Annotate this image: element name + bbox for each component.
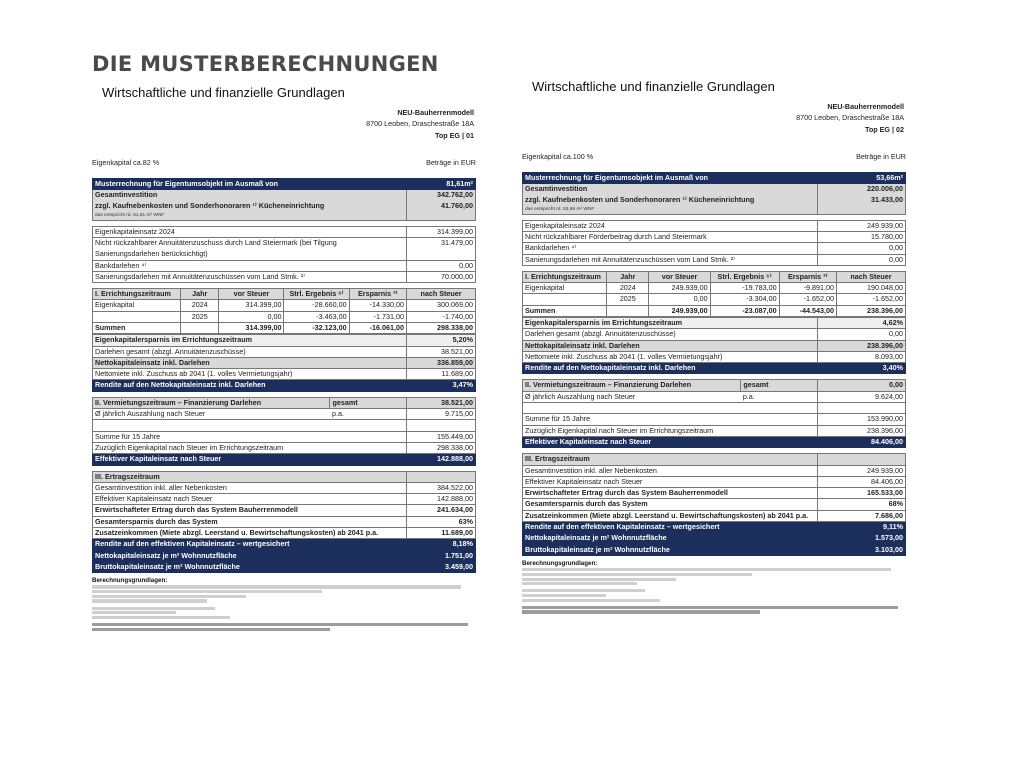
cell: 238.396,00	[837, 305, 906, 316]
value: 155.449,00	[407, 431, 476, 442]
row-gesamtinvestition-inkl	[93, 482, 476, 493]
cell: 0,00	[649, 294, 710, 305]
value: 298.338,00	[407, 442, 476, 453]
row-zuschuss-cont	[93, 249, 476, 260]
value: 241.634,00	[407, 505, 476, 516]
label: Effektiver Kapitaleinsatz nach Steuer	[93, 494, 407, 505]
footnote-line	[92, 590, 322, 593]
property-address-block	[92, 107, 474, 142]
label: Ø jährlich Auszahlung nach Steuer	[523, 391, 741, 402]
row-sanierungsdarlehen	[93, 271, 476, 282]
row-sanierungsdarlehen	[523, 254, 906, 265]
value: 165.533,00	[817, 488, 905, 499]
value: 238.396,00	[817, 340, 905, 351]
value: 1.751,00	[407, 550, 476, 561]
footnote-line	[522, 594, 606, 597]
page-title: DIE MUSTERBERECHNUNGEN	[92, 52, 439, 76]
label: Eigenkapitaleinsatz 2024	[523, 220, 818, 231]
label: Rendite auf den effektiven Kapitaleinsatz – wertgesichert	[523, 522, 818, 533]
label: Nettomiete inkl. Zuschuss ab 2041 (1. volles Vermietungsjahr)	[523, 351, 818, 362]
label: Nicht rückzahlbarer Annuitätenzuschuss durch Land Steiermark (bei Tilgung	[93, 237, 407, 248]
value: 8,18%	[407, 539, 476, 550]
row-ertrag	[93, 505, 476, 516]
footnote-line	[92, 599, 207, 602]
footnote-line	[522, 606, 898, 609]
row-eff-kapital	[93, 494, 476, 505]
label: Zusatzeinkommen (Miete abzgl. Leerstand u. Bewirtschaftungskosten) ab 2041 p.a.	[523, 510, 818, 521]
construction-header	[93, 289, 476, 300]
row-zuschuss	[523, 231, 906, 242]
cell: -19.783,00	[710, 283, 779, 294]
cell: -14.330,00	[349, 300, 406, 311]
row-zuschuss	[93, 237, 476, 248]
label: Ø jährlich Auszahlung nach Steuer	[93, 409, 330, 420]
table-row	[93, 311, 476, 322]
footnotes	[522, 561, 906, 614]
label: Erwirtschafteter Ertrag durch das System Bauherrenmodell	[523, 488, 818, 499]
row-gesamtinvestition	[523, 184, 906, 195]
label: Rendite auf den effektiven Kapitaleinsatz – wertgesichert	[93, 539, 407, 550]
value: 84.406,00	[817, 476, 905, 487]
summary-table	[522, 317, 906, 374]
row-nettomiete	[523, 351, 906, 362]
construction-period-table	[522, 271, 906, 317]
row-kaufnebenkosten	[523, 195, 906, 206]
footnote-line	[92, 585, 461, 588]
value: 314.399,00	[407, 226, 476, 237]
row-rendite	[523, 363, 906, 374]
header-label: Musterrechnung für Eigentumsobjekt im Ausmaß von	[93, 178, 407, 189]
footnote-line	[92, 595, 246, 598]
equity-table	[92, 226, 476, 283]
value: 220.006,00	[817, 184, 905, 195]
yield-period-table	[92, 471, 476, 574]
label: Sanierungsdarlehen mit Annuitätenzuschüssen vom Land Stmk. ²⁾	[93, 271, 407, 282]
label: II. Vermietungszeitraum – Finanzierung Darlehen	[523, 380, 741, 391]
cell: -23.087,00	[710, 305, 779, 316]
spacer-row	[523, 403, 906, 414]
cell: -1.652,00	[779, 294, 836, 305]
value: 38.521,00	[407, 346, 476, 357]
model-name: NEU-Bauherrenmodell	[397, 107, 474, 117]
row-effektiv	[93, 454, 476, 465]
cell: Summen	[523, 305, 607, 316]
col-header: nach Steuer	[407, 289, 476, 300]
row-ertrag	[523, 488, 906, 499]
row-note	[523, 206, 906, 214]
col-header: Ersparnis ³⁾	[779, 271, 836, 282]
header-row	[523, 172, 906, 183]
value: 3,40%	[817, 363, 905, 374]
label: Rendite auf den Nettokapitaleinsatz inkl. Darlehen	[523, 363, 818, 374]
row-nettokapital	[93, 357, 476, 368]
sub-label: p.a.	[741, 391, 818, 402]
label: Nettokapitaleinsatz je m² Wohnnutzfläche	[523, 533, 818, 544]
currency-note: Beträge in EUR	[856, 152, 906, 162]
value: 4,62%	[817, 318, 905, 329]
sub-label: p.a.	[330, 409, 407, 420]
label: Eigenkapitalersparnis im Errichtungszeitraum	[93, 335, 407, 346]
cell: 314.399,00	[219, 300, 284, 311]
calculation-sheet-top-02	[522, 80, 906, 615]
value: 9,11%	[817, 522, 905, 533]
spacer-row	[93, 420, 476, 431]
yield-header	[523, 454, 906, 465]
cell: -44.543,00	[779, 305, 836, 316]
label: Bruttokapitaleinsatz je m² Wohnnutzfläche	[523, 544, 818, 555]
label: Nettomiete inkl. Zuschuss ab 2041 (1. volles Vermietungsjahr)	[93, 369, 407, 380]
label: Bruttokapitaleinsatz je m² Wohnnutzfläche	[93, 561, 407, 572]
label: III. Ertragszeitraum	[93, 471, 407, 482]
cell	[607, 305, 649, 316]
note: das entspricht rd. 81,61 m² WNF	[93, 212, 407, 220]
cell	[523, 294, 607, 305]
label: II. Vermietungszeitraum – Finanzierung Darlehen	[93, 397, 330, 408]
row-netto-m2	[523, 533, 906, 544]
footnotes	[92, 578, 476, 631]
col-header: Ersparnis ³⁾	[349, 289, 406, 300]
col-header: vor Steuer	[649, 271, 710, 282]
rental-header	[523, 380, 906, 391]
yield-period-table	[522, 453, 906, 556]
value: 0,00	[817, 243, 905, 254]
row-netto-m2	[93, 550, 476, 561]
label: Gesamtinvestition	[523, 184, 818, 195]
row-rendite-effektiv	[93, 539, 476, 550]
value: 11.689,00	[407, 369, 476, 380]
label: Bankdarlehen ⁴⁾	[93, 260, 407, 271]
label: Sanierungsdarlehen berücksichtigt)	[93, 249, 407, 260]
cell: Eigenkapital	[93, 300, 181, 311]
label: Eigenkapitaleinsatz 2024	[93, 226, 407, 237]
label: Erwirtschafteter Ertrag durch das System Bauherrenmodell	[93, 505, 407, 516]
footnotes-heading: Berechnungsgrundlagen:	[92, 577, 168, 585]
cell: 249.939,00	[649, 305, 710, 316]
value: 1.573,00	[817, 533, 905, 544]
value: 153.990,00	[817, 414, 905, 425]
row-note	[93, 212, 476, 220]
value: 249.939,00	[817, 220, 905, 231]
label: Gesamtinvestition	[93, 190, 407, 201]
label: Rendite auf den Nettokapitaleinsatz inkl. Darlehen	[93, 380, 407, 391]
meta-row	[522, 153, 906, 161]
row-summe15	[523, 414, 906, 425]
row-eff-kapital	[523, 476, 906, 487]
cell: 2025	[181, 311, 219, 322]
value: 238.396,00	[817, 425, 905, 436]
row-kaufnebenkosten	[93, 201, 476, 212]
footnote-line	[522, 568, 891, 571]
value: 5,20%	[407, 335, 476, 346]
cell: -9.891,00	[779, 283, 836, 294]
cell: 298.338,00	[407, 323, 476, 334]
construction-period-table	[92, 288, 476, 334]
value: 7.686,00	[817, 510, 905, 521]
row-zusatzeinkommen	[93, 528, 476, 539]
cell: 249.939,00	[649, 283, 710, 294]
rental-period-table	[522, 379, 906, 448]
meta-row	[92, 159, 476, 167]
row-eigenkapitaleinsatz	[93, 226, 476, 237]
row-auszahlung	[93, 409, 476, 420]
row-nettokapital	[523, 340, 906, 351]
header-value: 53,66m²	[817, 172, 905, 183]
cell: -28.660,00	[284, 300, 349, 311]
label: Nettokapitaleinsatz inkl. Darlehen	[93, 357, 407, 368]
label: Darlehen gesamt (abzgl. Annuitätenzuschüsse)	[93, 346, 407, 357]
col-header: vor Steuer	[219, 289, 284, 300]
value: 142.888,00	[407, 454, 476, 465]
row-ek-ersparnis	[93, 335, 476, 346]
footnote-line	[92, 628, 330, 631]
sheet-subtitle: Wirtschaftliche und finanzielle Grundlagen	[532, 79, 775, 94]
value: 84.406,00	[817, 436, 905, 447]
value: 9.624,00	[817, 391, 905, 402]
cell: -32.123,00	[284, 323, 349, 334]
label: Effektiver Kapitaleinsatz nach Steuer	[523, 436, 818, 447]
calculation-sheet-top-01	[92, 86, 476, 632]
label: Bankdarlehen ⁴⁾	[523, 243, 818, 254]
value: 142.888,00	[407, 494, 476, 505]
footnotes-heading: Berechnungsgrundlagen:	[522, 559, 598, 567]
label: Nettokapitaleinsatz je m² Wohnnutzfläche	[93, 550, 407, 561]
col-header: Jahr	[181, 289, 219, 300]
unit-number: Top EG | 02	[864, 124, 904, 134]
table-row	[523, 294, 906, 305]
label: Effektiver Kapitaleinsatz nach Steuer	[523, 476, 818, 487]
table-row	[93, 300, 476, 311]
cell: -3.304,00	[710, 294, 779, 305]
value: 3,47%	[407, 380, 476, 391]
footnote-line	[92, 611, 176, 614]
col-header: nach Steuer	[837, 271, 906, 282]
footnote-line	[522, 589, 645, 592]
cell: 2025	[607, 294, 649, 305]
sum-row	[93, 323, 476, 334]
equity-table	[522, 220, 906, 266]
row-brutto-m2	[93, 561, 476, 572]
yield-header	[93, 471, 476, 482]
value: 342.762,00	[407, 190, 476, 201]
footnote-line	[92, 607, 215, 610]
value: 3.103,00	[817, 544, 905, 555]
row-gesamtinvestition	[93, 190, 476, 201]
col-header: I. Errichtungszeitraum	[93, 289, 181, 300]
row-brutto-m2	[523, 544, 906, 555]
cell: 300.069,00	[407, 300, 476, 311]
row-effektiv	[523, 436, 906, 447]
cell: 190.048,00	[837, 283, 906, 294]
value: 0,00	[407, 260, 476, 271]
row-ek-ersparnis	[523, 318, 906, 329]
footnote-line	[522, 599, 660, 602]
investment-table	[92, 178, 476, 221]
row-gesamtersparnis	[523, 499, 906, 510]
sum-row	[523, 305, 906, 316]
value: 31.479,00	[407, 237, 476, 248]
row-darlehen	[93, 346, 476, 357]
cell: -1.740,00	[407, 311, 476, 322]
sheet-subtitle: Wirtschaftliche und finanzielle Grundlagen	[102, 85, 345, 100]
footnote-line	[522, 578, 676, 581]
cell: Summen	[93, 323, 181, 334]
address: 8700 Leoben, Draschestraße 18A	[366, 119, 474, 129]
cell: 314.399,00	[219, 323, 284, 334]
label: Sanierungsdarlehen mit Annuitätenzuschüssen vom Land Stmk. ²⁾	[523, 254, 818, 265]
unit-number: Top EG | 01	[434, 130, 474, 140]
value: 0,00	[817, 254, 905, 265]
col-header: Jahr	[607, 271, 649, 282]
value: 3.459,00	[407, 561, 476, 572]
value: 11.689,00	[407, 528, 476, 539]
header-value: 81,61m²	[407, 178, 476, 189]
sub-label: gesamt	[741, 380, 818, 391]
col-header: Strl. Ergebnis ⁶⁾	[710, 271, 779, 282]
label: III. Ertragszeitraum	[523, 454, 818, 465]
label: Darlehen gesamt (abzgl. Annuitätenzuschüsse)	[523, 329, 818, 340]
label: Gesamtersparnis durch das System	[523, 499, 818, 510]
footnote-line	[522, 582, 637, 585]
row-gesamtersparnis	[93, 516, 476, 527]
label: Nettokapitaleinsatz inkl. Darlehen	[523, 340, 818, 351]
footnote-line	[522, 610, 760, 613]
row-zusatzeinkommen	[523, 510, 906, 521]
row-zuzueglich	[93, 442, 476, 453]
rental-period-table	[92, 397, 476, 466]
model-name: NEU-Bauherrenmodell	[827, 101, 904, 111]
note: das entspricht rd. 53,66 m² WNF	[523, 206, 818, 214]
cell: 0,00	[219, 311, 284, 322]
value: 336.859,00	[407, 357, 476, 368]
col-header: Strl. Ergebnis ⁶⁾	[284, 289, 349, 300]
value: 249.939,00	[817, 465, 905, 476]
row-zuzueglich	[523, 425, 906, 436]
label: Gesamtinvestition inkl. aller Nebenkosten	[523, 465, 818, 476]
label: Gesamtinvestition inkl. aller Nebenkosten	[93, 482, 407, 493]
cell	[181, 323, 219, 334]
label: Zuzüglich Eigenkapital nach Steuer im Errichtungszeitraum	[93, 442, 407, 453]
value: 41.760,00	[407, 201, 476, 212]
value: 8.093,00	[817, 351, 905, 362]
cell: 2024	[181, 300, 219, 311]
cell: -16.061,00	[349, 323, 406, 334]
header-label: Musterrechnung für Eigentumsobjekt im Ausmaß von	[523, 172, 818, 183]
label: Nicht rückzahlbarer Förderbeitrag durch Land Steiermark	[523, 231, 818, 242]
row-auszahlung	[523, 391, 906, 402]
row-nettomiete	[93, 369, 476, 380]
label: Zuzüglich Eigenkapital nach Steuer im Errichtungszeitraum	[523, 425, 818, 436]
currency-note: Beträge in EUR	[426, 158, 476, 168]
row-bankdarlehen	[523, 243, 906, 254]
footnote-line	[92, 616, 230, 619]
label: Summe für 15 Jahre	[523, 414, 818, 425]
row-rendite-effektiv	[523, 522, 906, 533]
cell: -1.652,00	[837, 294, 906, 305]
cell: Eigenkapital	[523, 283, 607, 294]
footnote-line	[522, 573, 752, 576]
property-address-block	[522, 101, 904, 136]
address: 8700 Leoben, Draschestraße 18A	[796, 113, 904, 123]
label: Gesamtersparnis durch das System	[93, 516, 407, 527]
label: Zusatzeinkommen (Miete abzgl. Leerstand u. Bewirtschaftungskosten) ab 2041 p.a.	[93, 528, 407, 539]
label: zzgl. Kaufnebenkosten und Sonderhonoraren ¹⁾ Kücheneinrichtung	[93, 201, 407, 212]
col-header: I. Errichtungszeitraum	[523, 271, 607, 282]
row-summe15	[93, 431, 476, 442]
row-darlehen	[523, 329, 906, 340]
equity-share: Eigenkapital ca.100 %	[522, 152, 594, 162]
rental-header	[93, 397, 476, 408]
value: 31.433,00	[817, 195, 905, 206]
table-row	[523, 283, 906, 294]
equity-share: Eigenkapital ca.82 %	[92, 158, 160, 168]
value: 68%	[817, 499, 905, 510]
label: zzgl. Kaufnebenkosten und Sonderhonoraren ¹⁾ Kücheneinrichtung	[523, 195, 818, 206]
cell: 2024	[607, 283, 649, 294]
summary-table	[92, 334, 476, 391]
value: 384.522,00	[407, 482, 476, 493]
value: 0,00	[817, 380, 905, 391]
value: 15.780,00	[817, 231, 905, 242]
cell: -1.731,00	[349, 311, 406, 322]
sub-label: gesamt	[330, 397, 407, 408]
row-rendite	[93, 380, 476, 391]
value: 38.521,00	[407, 397, 476, 408]
row-gesamtinvestition-inkl	[523, 465, 906, 476]
footnote-line	[92, 623, 468, 626]
cell: -3.463,00	[284, 311, 349, 322]
header-row	[93, 178, 476, 189]
label: Effektiver Kapitaleinsatz nach Steuer	[93, 454, 407, 465]
label: Summe für 15 Jahre	[93, 431, 407, 442]
construction-header	[523, 271, 906, 282]
label: Eigenkapitalersparnis im Errichtungszeitraum	[523, 318, 818, 329]
row-bankdarlehen	[93, 260, 476, 271]
cell	[93, 311, 181, 322]
value: 0,00	[817, 329, 905, 340]
investment-table	[522, 172, 906, 215]
value: 63%	[407, 516, 476, 527]
value: 9.715,00	[407, 409, 476, 420]
value: 70.000,00	[407, 271, 476, 282]
row-eigenkapitaleinsatz	[523, 220, 906, 231]
